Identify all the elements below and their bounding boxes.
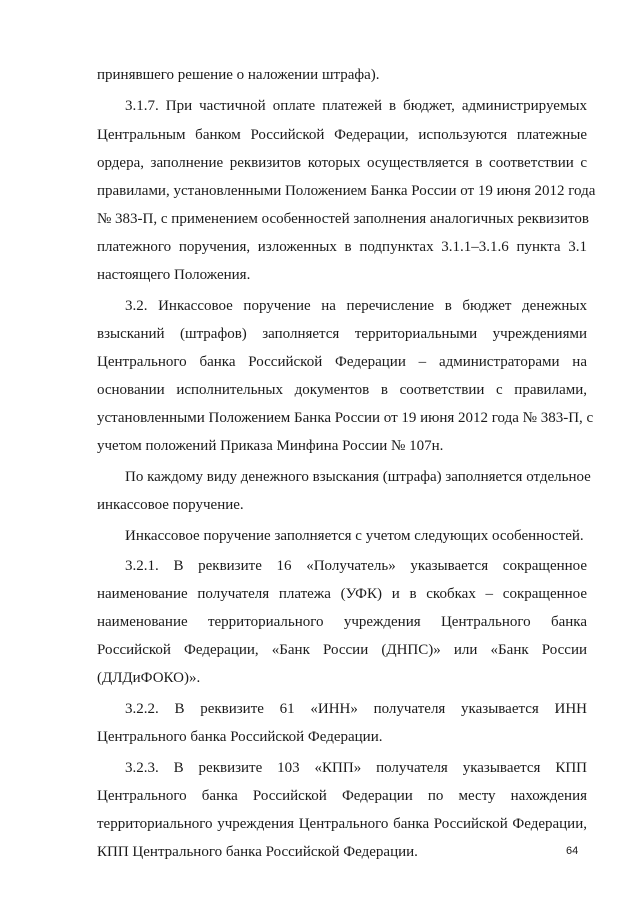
text-line: 3.2.1. В реквизите 16 «Получатель» указывается сокращенное (125, 558, 587, 574)
text-line: № 383-П, с применением особенностей заполнения аналогичных реквизитов (97, 211, 589, 227)
text-line: платежного поручения, изложенных в подпунктах 3.1.1–3.1.6 пункта 3.1 (97, 239, 587, 255)
text-line: Центральным банком Российской Федерации, используются платежные (97, 127, 587, 143)
text-line: КПП Центрального банка Российской Федерации. (97, 844, 418, 860)
text-line: взысканий (штрафов) заполняется территориальными учреждениями (97, 326, 587, 342)
text-line: Российской Федерации, «Банк России (ДНПС)» или «Банк России (97, 642, 587, 658)
text-line: 3.2.2. В реквизите 61 «ИНН» получателя указывается ИНН (125, 701, 587, 717)
text-line: территориального учреждения Центрального банка Российской Федерации, (97, 816, 587, 832)
text-line: основании исполнительных документов в соответствии с правилами, (97, 382, 587, 398)
text-line: Центрального банка Российской Федерации по месту нахождения (97, 788, 587, 804)
text-line: наименование получателя платежа (УФК) и в скобках – сокращенное (97, 586, 587, 602)
text-line: ордера, заполнение реквизитов которых осуществляется в соответствии с (97, 155, 587, 171)
text-line: принявшего решение о наложении штрафа). (97, 67, 380, 83)
text-line: Центрального банка Российской Федерации – администраторами на (97, 354, 587, 370)
text-line: 3.1.7. При частичной оплате платежей в бюджет, администрируемых (125, 98, 587, 114)
text-line: По каждому виду денежного взыскания (штрафа) заполняется отдельное (125, 469, 591, 485)
text-line: настоящего Положения. (97, 267, 251, 283)
text-line: наименование территориального учреждения Центрального банка (97, 614, 587, 630)
text-line: установленными Положением Банка России от 19 июня 2012 года № 383-П, с (97, 410, 594, 426)
text-line: учетом положений Приказа Минфина России № 107н. (97, 438, 444, 454)
text-line: (ДЛДиФОКО)». (97, 670, 201, 686)
text-line: 3.2. Инкассовое поручение на перечисление в бюджет денежных (125, 298, 587, 314)
text-line: 3.2.3. В реквизите 103 «КПП» получателя указывается КПП (125, 760, 587, 776)
text-line: правилами, установленными Положением Банка России от 19 июня 2012 года (97, 183, 596, 199)
page-number: 64 (566, 845, 579, 857)
text-line: инкассовое поручение. (97, 497, 244, 513)
text-line: Центрального банка Российской Федерации. (97, 729, 383, 745)
text-line: Инкассовое поручение заполняется с учетом следующих особенностей. (125, 528, 584, 544)
